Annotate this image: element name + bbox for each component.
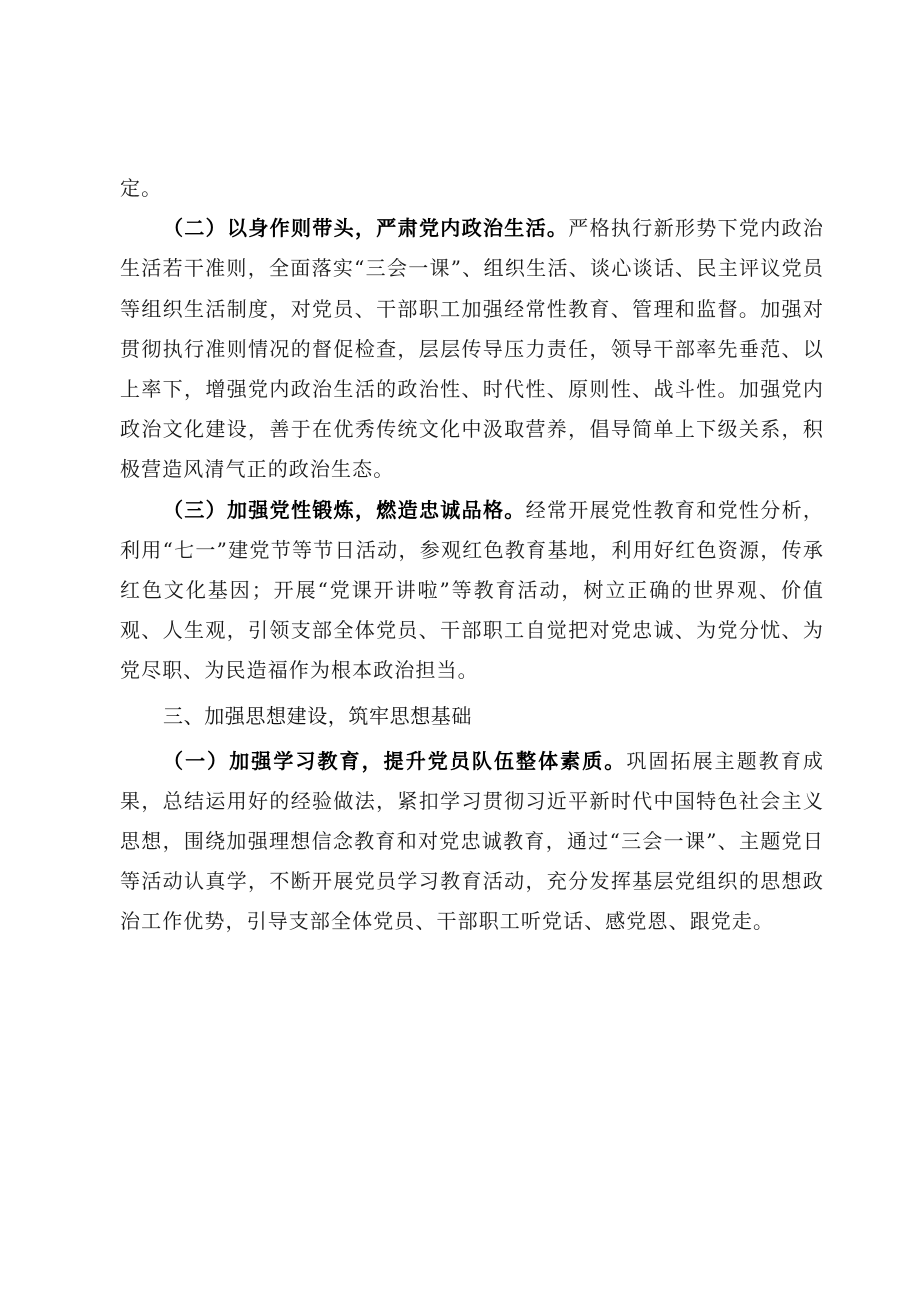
paragraph-3-lead: （三）加强党性锻炼，燃造忠诚品格。 xyxy=(163,497,526,522)
paragraph-3-body: 经常开展党性教育和党性分析，利用“七一”建党节等节日活动，参观红色教育基地，利用好红色资源，传承红色文化基因；开展“党课开讲啦”等教育活动，树立正确的世界观、价值观、人生观，引领支部全体党员、干部职工自觉把对党忠诚、为党分忧、为党尽职、为民造福作为根本政治担当。 xyxy=(120,497,824,683)
document-page xyxy=(120,168,824,942)
paragraph-2 xyxy=(120,208,824,489)
paragraph-3 xyxy=(120,490,824,691)
paragraph-4-lead: （一）加强学习教育，提升党员队伍整体素质。 xyxy=(163,748,627,773)
paragraph-fragment-text: 定。 xyxy=(120,176,163,200)
paragraph-2-body: 严格执行新形势下党内政治生活若干准则，全面落实“三会一课”、组织生活、谈心谈话、民主评议党员等组织生活制度，对党员、干部职工加强经常性教育、管理和监督。加强对贯彻执行准则情况的督促检查，层层传导压力责任，领导干部率先垂范、以上率下，增强党内政治生活的政治性、时代性、原则性、战斗性。加强党内政治文化建设，善于在优秀传统文化中汲取营养，倡导简单上下级关系，积极营造风清气正的政治生态。 xyxy=(120,216,824,482)
paragraph-4 xyxy=(120,741,824,942)
paragraph-4-body: 巩固拓展主题教育成果，总结运用好的经验做法，紧扣学习贯彻习近平新时代中国特色社会主义思想，围绕加强理想信念教育和对党忠诚教育，通过“三会一课”、主题党日等活动认真学，不断开展党员学习教育活动，充分发挥基层党组织的思想政治工作优势，引导支部全体党员、干部职工听党话、感党恩、跟党走。 xyxy=(120,748,824,934)
paragraph-fragment xyxy=(120,168,824,208)
paragraph-2-lead: （二）以身作则带头，严肃党内政治生活。 xyxy=(163,216,569,241)
section-heading: 三、加强思想建设，筑牢思想基础 xyxy=(163,703,472,728)
